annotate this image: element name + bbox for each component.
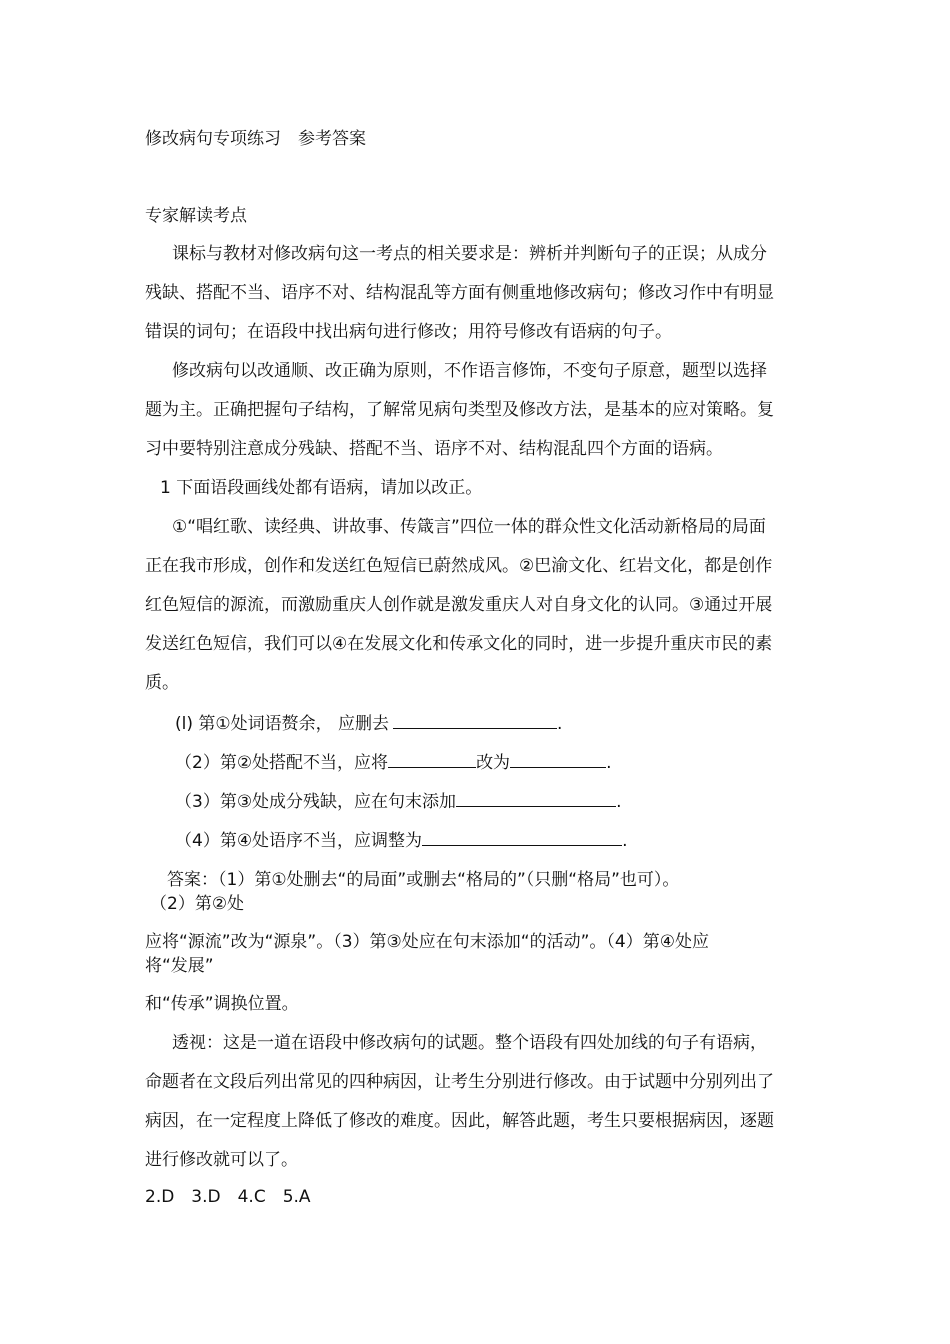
passage-line: ①“唱红歌、读经典、讲故事、传箴言”四位一体的群众性文化活动新格局的局面 [172,517,766,537]
item-end-dot: . [557,714,563,734]
section-heading: 专家解读考点 [145,206,247,226]
question-item-4 [175,829,627,852]
passage-line: 正在我市形成，创作和发送红色短信已蔚然成风。②巴渝文化、红岩文化，都是创作 [145,556,773,576]
intro-p1-line: 残缺、搭配不当、语序不对、结构混乱等方面有侧重地修改病句；修改习作中有明显 [145,283,774,303]
intro-p2-line: 修改病句以改通顺、改正确为原则，不作语言修饰，不变句子原意，题型以选择 [172,361,767,381]
other-answers: 2.D 3.D 4.C 5.A [145,1187,311,1207]
answer-line: 和“传承”调换位置。 [145,994,299,1014]
passage-line: 红色短信的源流，而激励重庆人创作就是激发重庆人对自身文化的认同。③通过开展 [145,595,773,615]
answer-blank[interactable] [456,790,616,807]
analysis-line: 命题者在文段后列出常见的四种病因，让考生分别进行修改。由于试题中分别列出了 [145,1072,774,1092]
document-title: 修改病句专项练习 参考答案 [145,129,366,149]
item-4-text: （4）第④处语序不当，应调整为 [175,831,423,851]
answer-blank[interactable] [388,751,476,768]
item-3-text: （3）第③处成分残缺，应在句末添加 [175,792,457,812]
analysis-line: 病因，在一定程度上降低了修改的难度。因此，解答此题，考生只要根据病因，逐题 [145,1111,774,1131]
analysis-line: 进行修改就可以了。 [145,1150,298,1170]
item-end-dot: . [622,831,628,851]
intro-p1-line: 错误的词句；在语段中找出病句进行修改；用符号修改有语病的句子。 [145,322,672,342]
answer-line: 应将“源流”改为“源泉”。（3）第③处应在句末添加“的活动”。（4）第④处应 [145,932,709,952]
item-2-text: （2）第②处搭配不当，应将 [175,753,389,773]
answer-blank[interactable] [393,712,557,729]
item-2-mid-text: 改为 [476,753,511,773]
intro-p2-line: 题为主。正确把握句子结构，了解常见病句类型及修改方法，是基本的应对策略。复 [145,400,774,420]
item-1-text: (l) 第①处词语赘余， 应删去 [175,714,390,734]
analysis-line: 透视：这是一道在语段中修改病句的试题。整个语段有四处加线的句子有语病， [172,1033,767,1053]
intro-p1-line: 课标与教材对修改病句这一考点的相关要求是：辨析并判断句子的正误；从成分 [172,244,767,264]
answer-blank[interactable] [510,751,606,768]
question-item-2 [175,751,611,774]
answer-line: （2）第②处 [150,894,245,914]
answer-line: 答案：（1）第①处删去“的局面”或删去“格局的”（只删“格局”也可）。 [167,870,680,890]
question-item-3 [175,790,621,813]
item-end-dot: . [616,792,622,812]
passage-line: 发送红色短信，我们可以④在发展文化和传承文化的同时，进一步提升重庆市民的素 [145,634,773,654]
intro-p2-line: 习中要特别注意成分残缺、搭配不当、语序不对、结构混乱四个方面的语病。 [145,439,723,459]
answer-blank[interactable] [422,829,622,846]
passage-line: 质。 [145,673,179,693]
answer-line: 将“发展” [145,956,214,976]
question-prompt: 1 下面语段画线处都有语病，请加以改正。 [160,478,483,498]
question-item-1 [175,712,562,735]
item-end-dot: . [606,753,612,773]
